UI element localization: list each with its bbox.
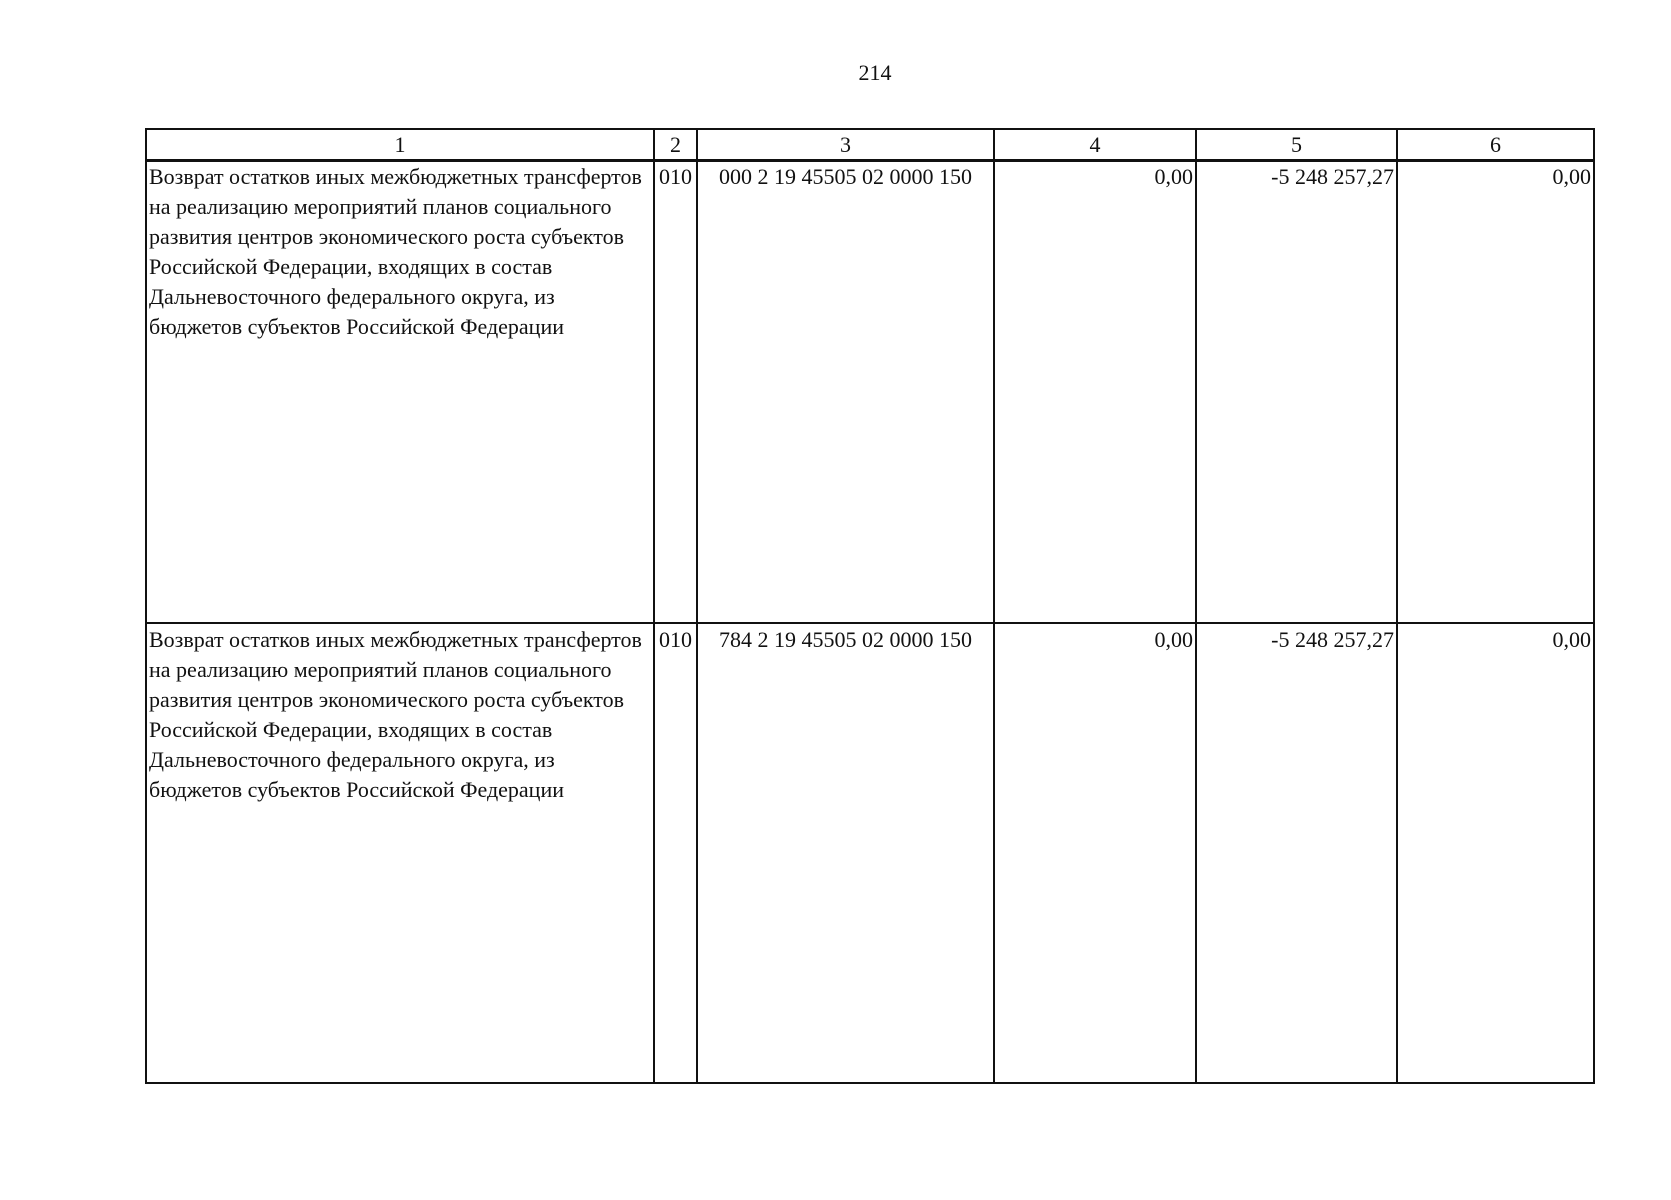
column-divider <box>1396 130 1398 1082</box>
header-cell-1: 1 <box>394 132 406 157</box>
row-1-col5: -5 248 257,27 <box>1271 164 1394 189</box>
column-divider <box>696 130 698 1082</box>
budget-table <box>145 128 1595 1084</box>
header-cell-3: 3 <box>840 132 851 157</box>
row-2-col5: -5 248 257,27 <box>1271 627 1394 652</box>
row-divider <box>147 622 1593 624</box>
row-1-col4: 0,00 <box>1154 164 1193 189</box>
row-2-description: Возврат остатков иных межбюджетных трансфертов на реализацию мероприятий планов социального развития центров экономического роста субъектов Российской Федерации, входящих в состав Дальневосточного федерального округа, из бюджетов субъектов Российской Федерации <box>149 627 642 802</box>
column-divider <box>1195 130 1197 1082</box>
row-1-description: Возврат остатков иных межбюджетных трансфертов на реализацию мероприятий планов социального развития центров экономического роста субъектов Российской Федерации, входящих в состав Дальневосточного федерального округа, из бюджетов субъектов Российской Федерации <box>149 164 642 339</box>
header-cell-6: 6 <box>1490 132 1501 157</box>
row-1-col6: 0,00 <box>1552 164 1591 189</box>
row-1-code: 010 <box>659 164 692 189</box>
row-1-kbk: 000 2 19 45505 02 0000 150 <box>719 164 972 189</box>
header-cell-4: 4 <box>1089 132 1101 157</box>
row-2-code: 010 <box>659 627 692 652</box>
header-cell-5: 5 <box>1291 132 1302 157</box>
header-cell-2: 2 <box>670 132 681 157</box>
row-2-kbk: 784 2 19 45505 02 0000 150 <box>719 627 972 652</box>
row-2-col6: 0,00 <box>1552 627 1591 652</box>
page-number: 214 <box>858 60 892 85</box>
column-divider <box>653 130 655 1082</box>
row-2-col4: 0,00 <box>1154 627 1193 652</box>
column-divider <box>993 130 995 1082</box>
